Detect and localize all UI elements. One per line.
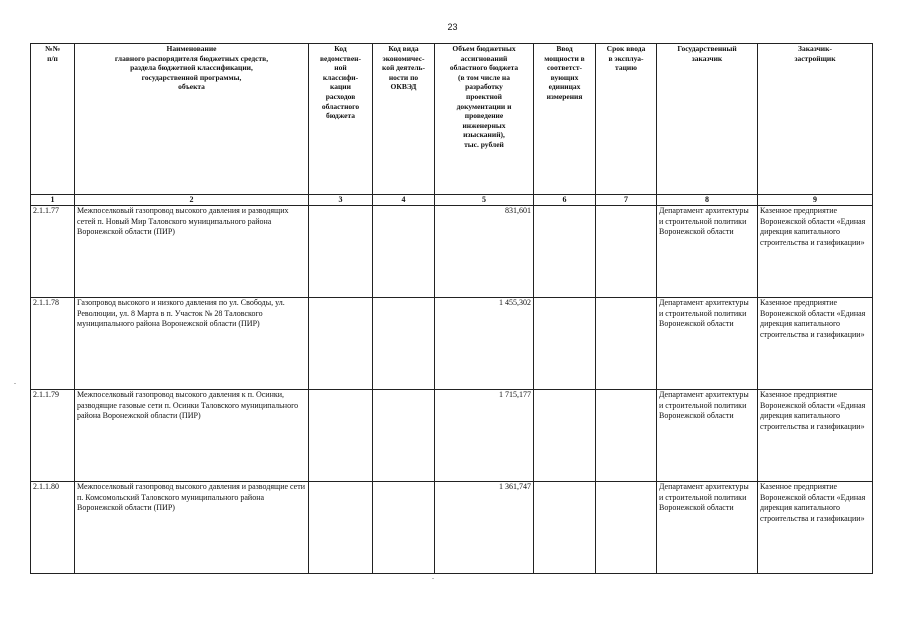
header-cell: Ввод мощности в соответст- вующих единицах измерения xyxy=(534,44,596,195)
row-id: 2.1.1.78 xyxy=(31,298,75,390)
commissioning-term xyxy=(596,390,657,482)
commissioning-term xyxy=(596,206,657,298)
state-customer: Департамент архитектуры и строительной политики Воронежской области xyxy=(657,206,758,298)
column-number: 4 xyxy=(373,195,435,206)
department-code xyxy=(309,298,373,390)
header-cell: №№ п/п xyxy=(31,44,75,195)
scan-speck xyxy=(432,578,434,579)
table-row xyxy=(31,206,873,298)
header-cell: Заказчик- застройщик xyxy=(758,44,873,195)
header-cell: Государственный заказчик xyxy=(657,44,758,195)
row-id: 2.1.1.80 xyxy=(31,482,75,574)
commissioning-term xyxy=(596,482,657,574)
object-name: Межпоселковый газопровод высокого давления к п. Осинки, разводящие газовые сети п. Осинки Таловского муниципального района Воронежской области (ПИР) xyxy=(75,390,309,482)
object-name: Межпоселковый газопровод высокого давления и разводящих сетей п. Новый Мир Таловского муниципального района Воронежской области (ПИР) xyxy=(75,206,309,298)
header-cell: Срок ввода в эксплуа- тацию xyxy=(596,44,657,195)
commissioning-term xyxy=(596,298,657,390)
column-number: 9 xyxy=(758,195,873,206)
capacity xyxy=(534,206,596,298)
column-number: 7 xyxy=(596,195,657,206)
column-number: 8 xyxy=(657,195,758,206)
column-number: 2 xyxy=(75,195,309,206)
appropriations-table xyxy=(30,43,873,574)
scan-speck xyxy=(14,383,16,384)
column-number: 5 xyxy=(435,195,534,206)
developer: Казенное предприятие Воронежской области «Единая дирекция капитального строительства и газификации» xyxy=(758,298,873,390)
budget-amount: 1 715,177 xyxy=(435,390,534,482)
table-row xyxy=(31,390,873,482)
department-code xyxy=(309,390,373,482)
okved-code xyxy=(373,390,435,482)
object-name: Межпоселковый газопровод высокого давления и разводящие сети п. Комсомольский Таловского муниципального района Воронежской области (ПИР) xyxy=(75,482,309,574)
row-id: 2.1.1.77 xyxy=(31,206,75,298)
okved-code xyxy=(373,298,435,390)
table-row xyxy=(31,482,873,574)
developer: Казенное предприятие Воронежской области «Единая дирекция капитального строительства и газификации» xyxy=(758,390,873,482)
state-customer: Департамент архитектуры и строительной политики Воронежской области xyxy=(657,482,758,574)
column-number: 6 xyxy=(534,195,596,206)
header-cell: Наименование главного распорядителя бюджетных средств, раздела бюджетной классификации, государственной программы, объекта xyxy=(75,44,309,195)
header-cell: Объем бюджетных ассигнований областного бюджета (в том числе на разработку проектной документации и проведение инженерных изысканий), тыс. рублей xyxy=(435,44,534,195)
okved-code xyxy=(373,206,435,298)
budget-amount: 1 455,302 xyxy=(435,298,534,390)
capacity xyxy=(534,390,596,482)
budget-amount: 1 361,747 xyxy=(435,482,534,574)
capacity xyxy=(534,482,596,574)
okved-code xyxy=(373,482,435,574)
page-number: 23 xyxy=(447,22,458,32)
developer: Казенное предприятие Воронежской области «Единая дирекция капитального строительства и газификации» xyxy=(758,482,873,574)
column-number: 1 xyxy=(31,195,75,206)
department-code xyxy=(309,482,373,574)
column-number-row xyxy=(31,195,873,206)
department-code xyxy=(309,206,373,298)
state-customer: Департамент архитектуры и строительной политики Воронежской области xyxy=(657,298,758,390)
header-row xyxy=(31,44,873,195)
header-cell: Код ведомствен- ной классифи- кации расходов областного бюджета xyxy=(309,44,373,195)
state-customer: Департамент архитектуры и строительной политики Воронежской области xyxy=(657,390,758,482)
object-name: Газопровод высокого и низкого давления по ул. Свободы, ул. Революции, ул. 8 Марта в п. Участок № 28 Таловского муниципального района Воронежской области (ПИР) xyxy=(75,298,309,390)
developer: Казенное предприятие Воронежской области «Единая дирекция капитального строительства и газификации» xyxy=(758,206,873,298)
budget-amount: 831,601 xyxy=(435,206,534,298)
header-cell: Код вида экономичес- кой деятель- ности по ОКВЭД xyxy=(373,44,435,195)
capacity xyxy=(534,298,596,390)
table-row xyxy=(31,298,873,390)
row-id: 2.1.1.79 xyxy=(31,390,75,482)
column-number: 3 xyxy=(309,195,373,206)
